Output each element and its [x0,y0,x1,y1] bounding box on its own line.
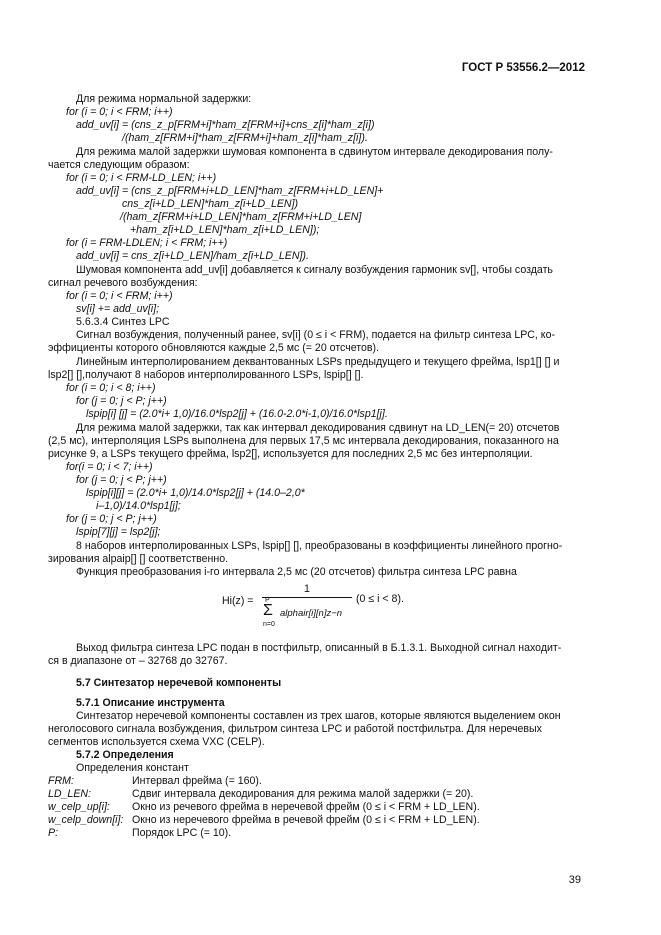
text-line: 5.7 Синтезатор неречевой компоненты [76,677,282,689]
text-line: w_celp_down[i]: [48,814,124,826]
text-line: 5.7.2 Определения [76,749,174,761]
text-line: for (j = 0; j < P; j++) [76,395,167,407]
text-line: 8 наборов интерполированных LSPs, lspip[] [], преобразованы в коэффициенты линейного прогно- [76,540,563,552]
text-line: for (i = 0; i < FRM-LD_LEN; i++) [66,172,217,184]
text-line: /(ham_z[FRM+i+LD_LEN]*ham_z[FRM+i+LD_LEN] [120,211,362,223]
text-line: Для режима малой задержки, так как интервал декодирования сдвинут на LD_LEN(= 20) отсчетов [76,422,560,434]
text-line: for (i = 0; i < FRM; i++) [66,290,173,302]
text-line: Определения констант [76,762,189,774]
text-line: LD_LEN: [48,788,91,800]
fraction-bar [262,597,352,598]
text-line: 5.6.3.4 Синтез LPC [76,316,170,328]
text-line: for (j = 0; j < P; j++) [66,513,157,525]
text-line: Сигнал возбуждения, полученный ранее, sv[i] (0 ≤ i < FRM), подается на фильтр синтеза LPC, ко- [76,329,555,341]
text-line: Шумовая компонента add_uv[i] добавляется к сигналу возбуждения гармоник sv[], чтобы создать [76,264,553,276]
text-line: неголосового сигнала возбуждения, фильтром синтеза LPC и работой постфильтра. Для неречевых [48,723,542,735]
text-line: чается следующим образом: [48,159,190,171]
sum-upper-limit: P [265,597,270,604]
text-line: lspip[7][j] = lsp2[j]; [76,526,161,538]
sum-lower-limit: n=0 [263,621,275,628]
text-line: Окно из речевого фрейма в неречевой фрейм (0 ≤ i < FRM + LD_LEN). [132,801,480,813]
text-line: сегментов используется схема VXC (CELP). [48,736,265,748]
text-line: for (i = FRM-LDLEN; i < FRM; i++) [66,237,228,249]
text-line: сигнал речевого возбуждения: [48,277,198,289]
text-line: Выход фильтра синтеза LPC подан в постфильтр, описанный в Б.1.3.1. Выходной сигнал находит- [76,642,562,654]
text-line: for (j = 0; j < P; j++) [76,474,167,486]
text-line: sv[i] += add_uv[i]; [76,303,160,315]
text-line: w_celp_up[i]: [48,801,110,813]
text-line: P: [48,827,59,839]
text-line: +ham_z[i+LD_LEN]*ham_z[i+LD_LEN]); [130,224,320,236]
text-line: add_uv[i] = cns_z[i+LD_LEN]/ham_z[i+LD_LEN]). [76,250,309,262]
transfer-function-formula [222,583,442,633]
page-number: 39 [568,874,581,886]
sum-symbol: Σ [263,602,273,619]
text-line: i–1,0)/14.0*lsp1[j]; [96,500,181,512]
text-line: 5.7.1 Описание инструмента [76,697,225,709]
formula-numerator: 1 [304,583,310,595]
formula-denominator: alphair[i][n]z−n [280,608,343,619]
text-line: эффициенты которого обновляются каждые 2,5 мс (= 20 отсчетов). [48,342,380,354]
text-line: Интервал фрейма (= 160). [132,775,262,787]
text-line: Линейным интерполированием деквантованных LSPs предыдущего и текущего фрейма, lsp1[] [] и [76,356,560,368]
text-line: зирования alpaip[] [] соответственно. [48,553,229,565]
text-line: рисунке 9, а LSPs текущего фрейма, lsp2[], используется для последних 2,5 мс без интерполяции. [48,448,533,460]
text-line: lsp2[] [],получают 8 наборов интерполированного LSPs, lspip[] []. [48,369,364,381]
text-line: lspip[i][j] = (2.0*i+ 1,0)/14.0*lsp2[j] + (14.0–2,0* [86,487,305,499]
text-line: Для режима малой задержки шумовая компонента в сдвинутом интервале декодирования полу- [76,146,553,158]
text-line: Функция преобразования i-го интервала 2,5 мс (20 отсчетов) фильтра синтеза LPC равна [76,566,517,578]
text-line: for (i = 0; i < FRM; i++) [66,106,173,118]
text-line: ся в диапазоне от – 32768 до 32767. [48,655,228,667]
formula-lhs: Hi(z) = [222,595,254,607]
text-line: Для режима нормальной задержки: [76,93,252,105]
text-line: FRM: [48,775,74,787]
text-line: Окно из неречевого фрейма в речевой фрейм (0 ≤ i < FRM + LD_LEN). [132,814,480,826]
text-line: Синтезатор неречевой компоненты составлен из трех шагов, которые являются выделением окон [76,710,561,722]
text-line: /(ham_z[FRM+i]*ham_z[FRM+i]+ham_z[i]*ham_z[i]). [122,132,368,144]
document-header: ГОСТ Р 53556.2—2012 [461,62,585,74]
text-line: add_uv[i] = (cns_z_p[FRM+i+LD_LEN]*ham_z[FRM+i+LD_LEN]+ [76,185,384,197]
text-line: Порядок LPC (= 10). [132,827,232,839]
formula-condition: (0 ≤ i < 8). [356,593,404,605]
text-line: cns_z[i+LD_LEN]*ham_z[i+LD_LEN]) [122,198,299,210]
text-line: Сдвиг интервала декодирования для режима малой задержки (= 20). [132,788,474,800]
text-line: lspip[i] [j] = (2.0*i+ 1,0)/16.0*lsp2[j] + (16.0-2.0*i-1,0)/16.0*lsp1[j]. [86,408,388,420]
text-line: add_uv[i] = (cns_z_p[FRM+i]*ham_z[FRM+i]+cns_z[i]*ham_z[i]) [76,119,375,131]
text-line: (2,5 мс), интерполяция LSPs выполнена для первых 17,5 мс интервала декодирования, показанного на [48,435,559,447]
text-line: for (i = 0; i < 8; i++) [66,382,156,394]
text-line: for(i = 0; i < 7; i++) [66,461,153,473]
